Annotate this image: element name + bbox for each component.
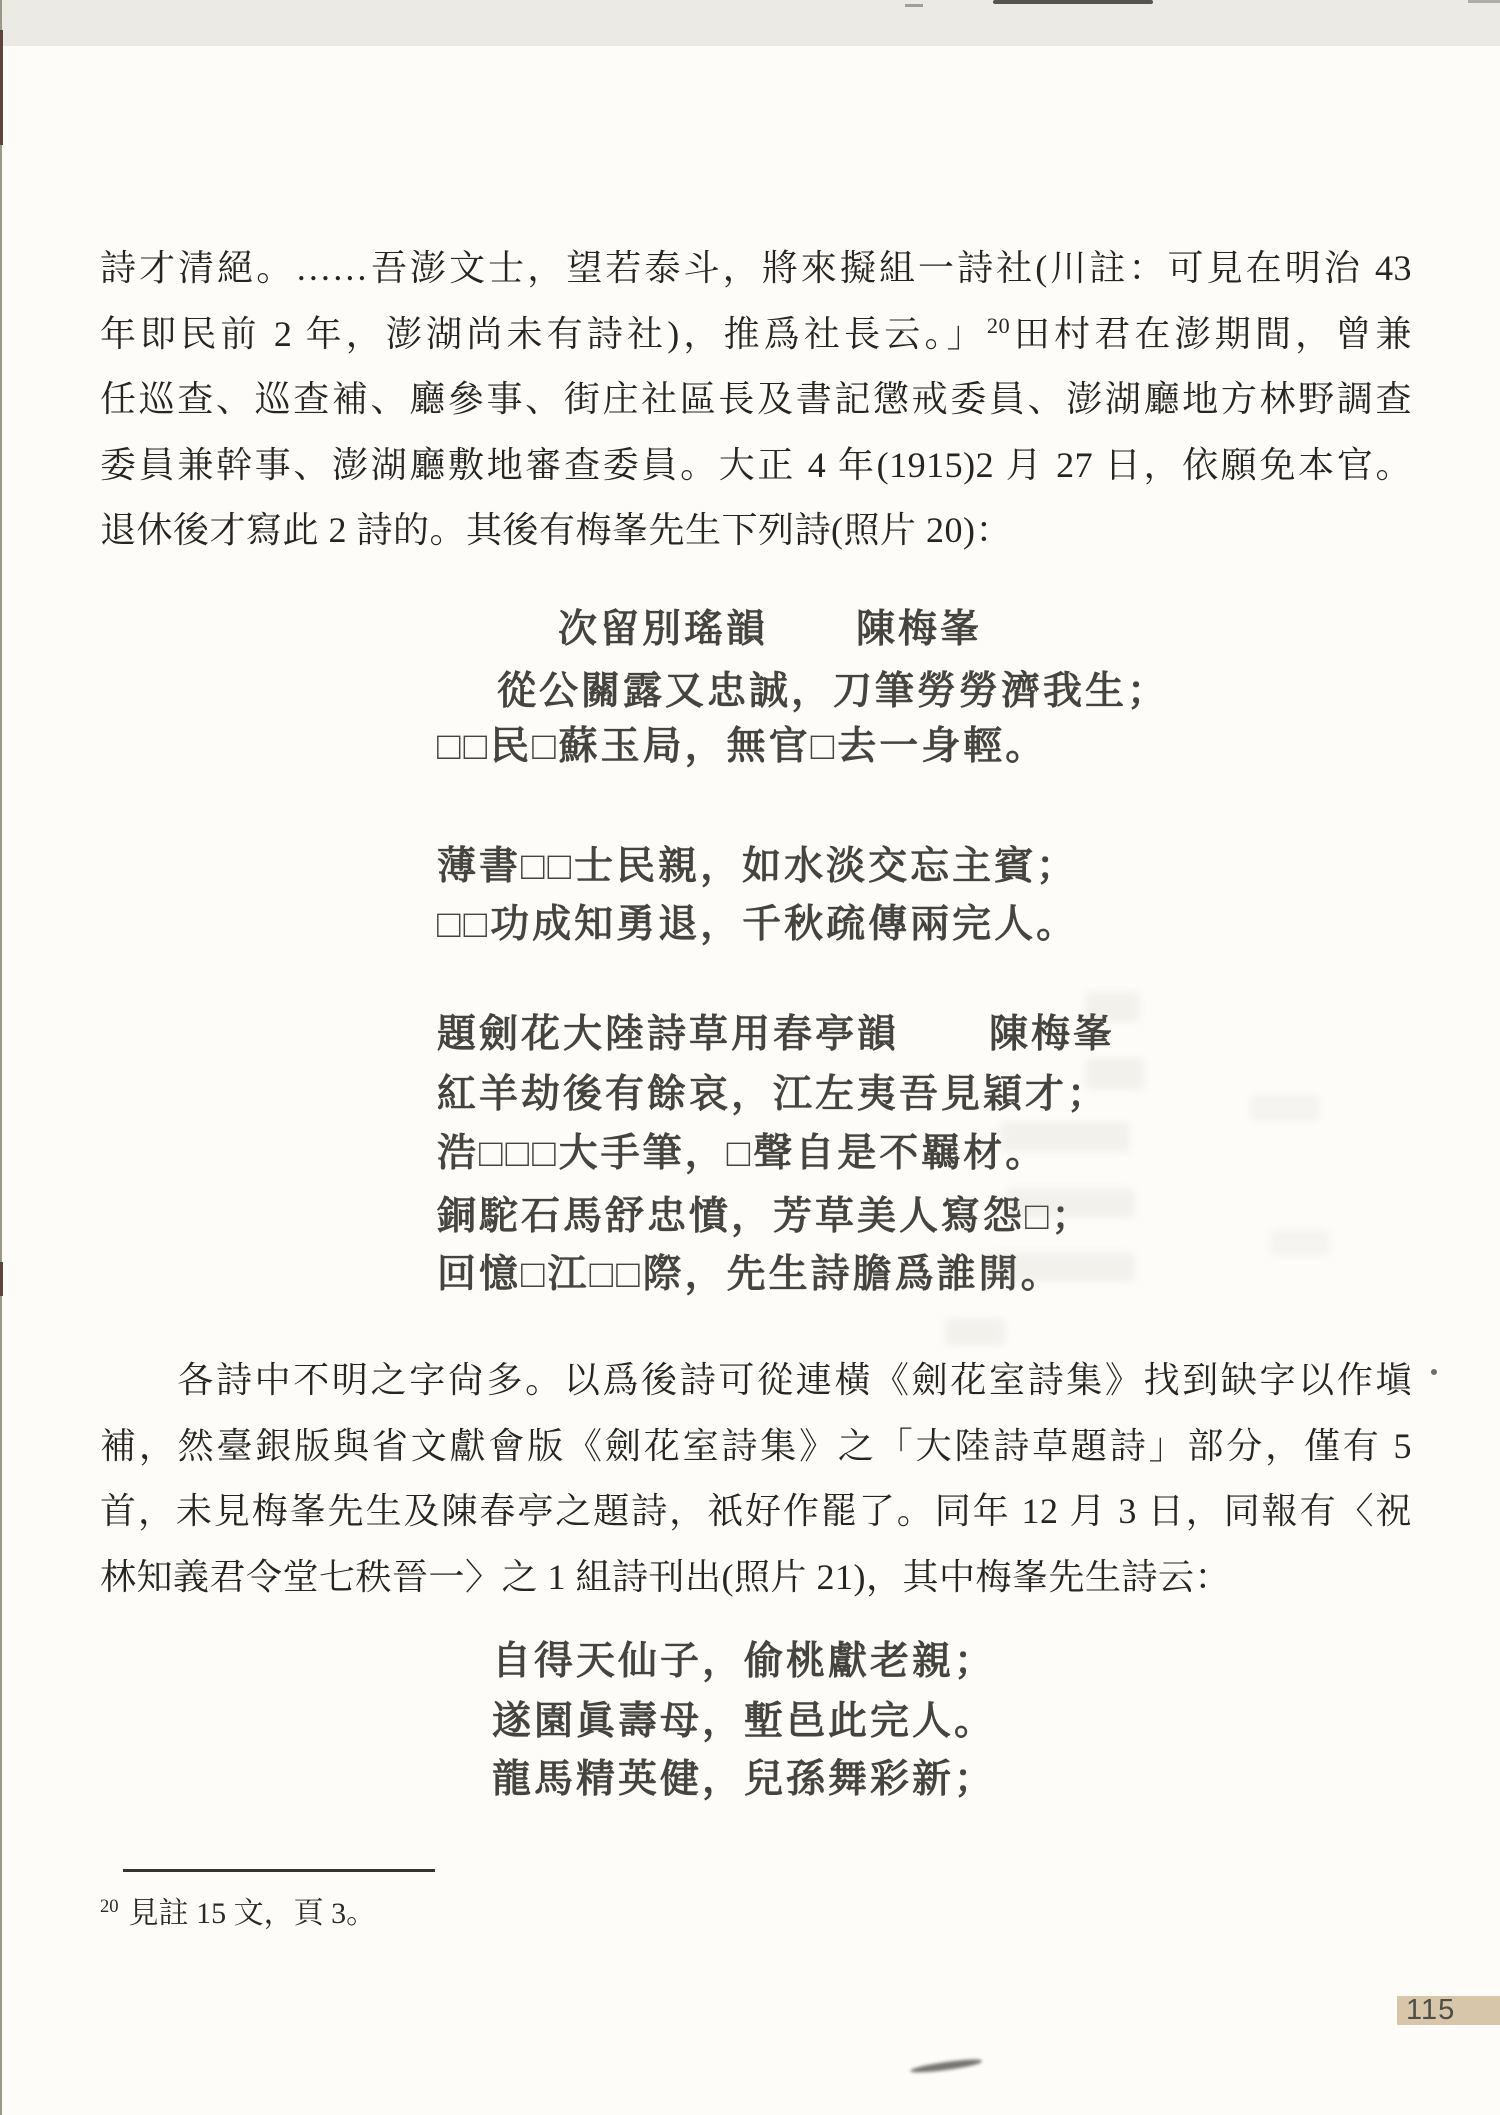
scan-top-shadow-band [0, 0, 1500, 46]
scan-edge-mark-middle [0, 1262, 3, 1296]
poem2-title-row [437, 1003, 1115, 1059]
footnote-20 [100, 1888, 376, 1932]
poem2-line2: 浩□□□大手筆，□聲自是不羈材。 [437, 1132, 1048, 1175]
poem2-title: 題劍花大陸詩草用春亭韻 [437, 1013, 900, 1056]
scan-edge-mark-top [0, 30, 3, 145]
scan-dot-artifact [1431, 1369, 1437, 1375]
scan-smudge-top-right [1468, 0, 1500, 3]
poem3-line3: 龍馬精英健，兒孫舞彩新； [492, 1758, 997, 1801]
poem1-title-row [558, 598, 982, 654]
bleed-through-artifact [1250, 1095, 1320, 1121]
bleed-through-artifact [1005, 1188, 1135, 1218]
poem1-line4: □□功成知勇退，千秋疏傳兩完人。 [437, 903, 1079, 946]
paragraph1-line2-pre: 年即民前 2 年，澎湖尚未有詩社)，推爲社長云。」 [100, 313, 987, 354]
paragraph1-line2 [100, 302, 1412, 368]
poem1-title-gap [768, 598, 856, 654]
bleed-through-artifact [1000, 1122, 1130, 1152]
scan-smudge-bottom [910, 2058, 982, 2075]
page-left-edge-line [0, 0, 2, 2115]
poem2-line4: 回憶□江□□際，先生詩膽爲誰開。 [437, 1253, 1063, 1296]
poem2-title-gap [899, 1003, 989, 1059]
poem2-line1: 紅羊劫後有餘哀，江左夷吾見穎才； [437, 1073, 1110, 1116]
paragraph1-line5: 退休後才寫此 2 詩的。其後有梅峯先生下列詩(照片 20)： [100, 510, 1012, 550]
paragraph1-line4: 委員兼幹事、澎湖廳敷地審查委員。大正 4 年(1915)2 月 27 日，依願免本官。 [100, 444, 1412, 485]
poem1-line1: 從公關露又忠誠，刀筆勞勞濟我生； [497, 670, 1170, 713]
scan-smudge-top-small [905, 4, 923, 7]
paragraph-2 [100, 1348, 1412, 1610]
poem2-author: 陳梅峯 [989, 1013, 1116, 1056]
paragraph-1 [100, 236, 1412, 564]
page-number: 115 [1406, 1994, 1456, 2026]
footnote-divider [123, 1869, 435, 1872]
poem1-title: 次留別瑤韻 [558, 608, 769, 651]
page-number-badge [1397, 1996, 1500, 2025]
poem2-line3: 銅駝石馬舒忠憤，芳草美人寫怨□； [437, 1195, 1094, 1238]
bleed-through-artifact [1085, 1058, 1145, 1090]
bleed-through-artifact [945, 1318, 1005, 1346]
bleed-through-artifact [985, 1252, 1135, 1282]
paragraph1-line3: 任巡查、巡查補、廳參事、街庄社區長及書記懲戒委員、澎湖廳地方林野調查 [100, 379, 1412, 419]
footnote-text: 見註 15 文，頁 3。 [128, 1897, 377, 1930]
footnote-reference-20: 20 [986, 312, 1011, 338]
paragraph2-line3: 首，未見梅峯先生及陳春亭之題詩，祇好作罷了。同年 12 月 3 日，同報有〈祝 [100, 1491, 1412, 1531]
poem1-line2: □□民□蘇玉局，無官□去一身輕。 [437, 725, 1048, 768]
poem3-line2: 遂園眞壽母，塹邑此完人。 [492, 1700, 997, 1743]
bleed-through-artifact [1085, 992, 1140, 1022]
poem3-line1: 自得天仙子，偷桃獻老親； [492, 1640, 997, 1683]
scan-smudge-top [993, 0, 1153, 4]
paragraph2-line4: 林知義君令堂七秩晉一〉之 1 組詩刊出(照片 21)，其中梅峯先生詩云： [100, 1556, 1231, 1597]
poem1-author: 陳梅峯 [856, 608, 983, 651]
bleed-through-artifact [1270, 1230, 1330, 1256]
paragraph2-line1: 各詩中不明之字尙多。以爲後詩可從連橫《劍花室詩集》找到缺字以作塡 [100, 1360, 1412, 1400]
poem1-line3: 薄書□□士民親，如水淡交忘主賓； [437, 845, 1079, 888]
paragraph2-line2: 補，然臺銀版與省文獻會版《劍花室詩集》之「大陸詩草題詩」部分，僅有 5 [100, 1425, 1412, 1466]
paragraph1-line1: 詩才清絕。……吾澎文士，望若泰斗，將來擬組一詩社(川註：可見在明治 43 [100, 248, 1412, 288]
footnote-marker: 20 [100, 1896, 119, 1917]
paragraph1-line2-post: 田村君在澎期間，曾兼 [1010, 313, 1412, 354]
